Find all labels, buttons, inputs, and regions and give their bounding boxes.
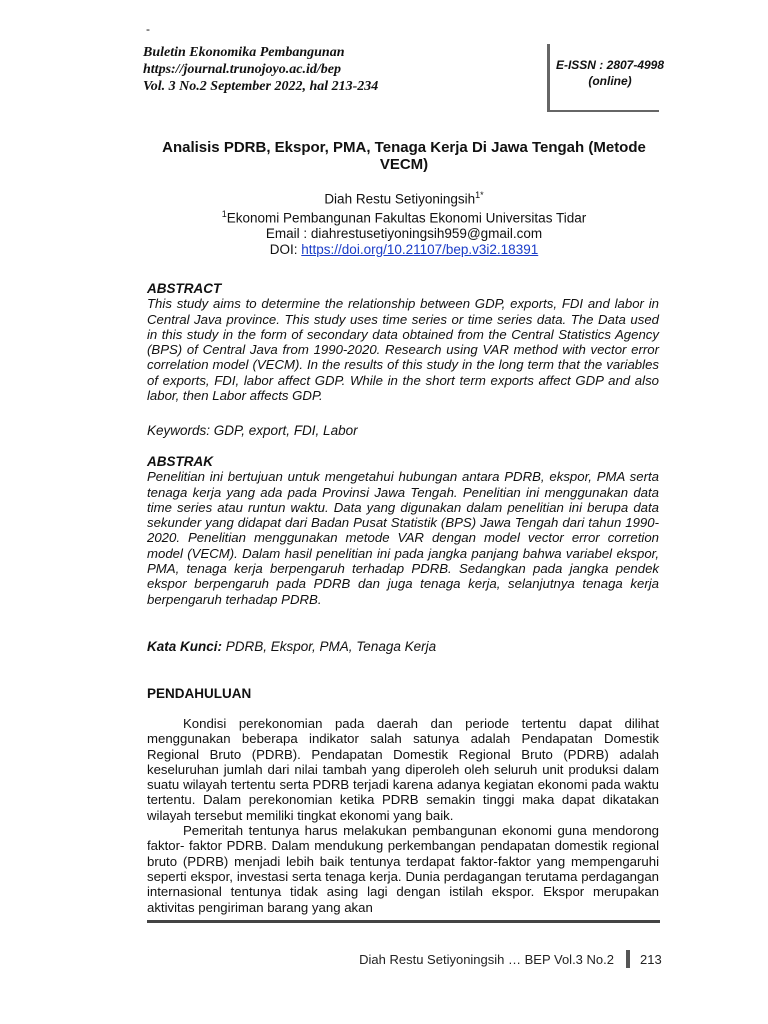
paragraph-2: Pemeritah tentunya harus melakukan pembangunan ekonomi guna mendorong faktor- faktor PDRB. Dalam mendukung perkembangan pendapatan domestik regional bruto (PDRB) menjadi lebih baik tentunya terdapat faktor-faktor yang mempengaruhi seperti ekspor, investasi serta tenaga kerja. Dunia perdagangan terutama perdagangan internasional tentunya tidak asing lagi dengan istilah ekspor. Ekspor merupakan aktivitas pengiriman barang yang akan [147,823,659,915]
journal-header [143,44,543,95]
online-label: (online) [588,74,632,88]
running-head: Diah Restu Setiyoningsih … BEP Vol.3 No.2 [359,952,614,967]
abstract-english [147,281,659,403]
author-superscript: 1* [475,190,484,200]
introduction-body [147,716,659,915]
footer-separator [626,950,630,968]
keywords-english: Keywords: GDP, export, FDI, Labor [147,423,358,438]
article-title: Analisis PDRB, Ekspor, PMA, Tenaga Kerja Di Jawa Tengah (Metode VECM) [162,139,646,173]
header-horizontal-rule [547,110,659,112]
journal-url: https://journal.trunojoyo.ac.id/bep [143,62,341,77]
abstract-indonesian [147,454,659,607]
doi-line [140,242,668,258]
author-block [140,188,668,257]
section-heading-pendahuluan: PENDAHULUAN [147,686,252,701]
footer-rule [147,920,660,923]
doi-link[interactable]: https://doi.org/10.21107/bep.v3i2.18391 [301,241,539,257]
author-line [140,188,668,207]
eissn: E-ISSN : 2807-4998 [555,58,665,72]
doi-label: DOI: [269,241,302,257]
header-vertical-rule [547,44,550,112]
abstrak-heading: ABSTRAK [147,454,213,469]
affiliation-line [140,207,668,226]
keywords-indonesian [147,639,659,654]
author-name: Diah Restu Setiyoningsih [324,191,476,207]
keywords-label: Kata Kunci: [147,639,223,654]
issn-block [552,57,668,89]
email: Email : diahrestusetiyoningsih959@gmail.com [265,226,543,241]
abstrak-text: Penelitian ini bertujuan untuk mengetahui hubungan antara PDRB, ekspor, PMA serta tenaga kerja yang ada pada Provinsi Jawa Tengah. Penelitian ini menggunakan data time series atau runtun waktu. Data yang digunakan dalam penelitian ini berupa data sekunder yang didapat dari Badan Pusat Statistik (BPS) Jawa Tengah dari tahun 1990-2020. Penelitian menggunakan metode VAR dengan model vector error corretion model (VECM). Dalam hasil penelitian ini pada jangka panjang bahwa variabel ekspor, PMA, tenaga kerja berpengaruh terhadap PDRB. Sedangkan pada jangka pendek ekspor berpengaruh pada PDRB dan juga tenaga kerja, selanjutnya tenaga kerja berpengaruh terhadap PDRB. [147,469,659,607]
volume-info: Vol. 3 No.2 September 2022, hal 213-234 [143,79,379,94]
keywords-values: PDRB, Ekspor, PMA, Tenaga Kerja [222,639,437,654]
abstract-heading: ABSTRACT [147,281,222,296]
affiliation: Ekonomi Pembangunan Fakultas Ekonomi Universitas Tidar [226,210,587,226]
paragraph-1: Kondisi perekonomian pada daerah dan periode tertentu dapat dilihat menggunakan beberapa indikator salah satunya adalah Pendapatan Domestik Regional Bruto (PDRB). Pendapatan Domestik Regional Bruto (PDRB) adalah keseluruhan jumlah dari nilai tambah yang diperoleh oleh seluruh unit produksi dalam suatu wilayah tertentu serta PDRB terjadi karena adanya kegiatan ekonomi pada waktu tertentu. Dalam perekonomian ketika PDRB semakin tinggi maka dapat dikatakan wilayah tersebut memiliki tingkat ekonomi yang baik. [147,716,659,823]
abstract-text: This study aims to determine the relationship between GDP, exports, FDI and labor in Central Java province. This study uses time series or time series data. The Data used in this study in the form of secondary data obtained from the Central Statistics Agency (BPS) of Central Java from 1990-2020. Research using VAR method with vector error correlation model (VECM). In the results of this study in the long term that the variables of exports, FDI, labor affect GDP. While in the short term exports affect GDP and also labor, then Labor affects GDP. [147,296,659,404]
journal-name: Buletin Ekonomika Pembangunan [143,45,345,60]
page-number: 213 [640,952,662,967]
affiliation-superscript: 1 [221,209,227,219]
header-dash: - [146,22,150,36]
